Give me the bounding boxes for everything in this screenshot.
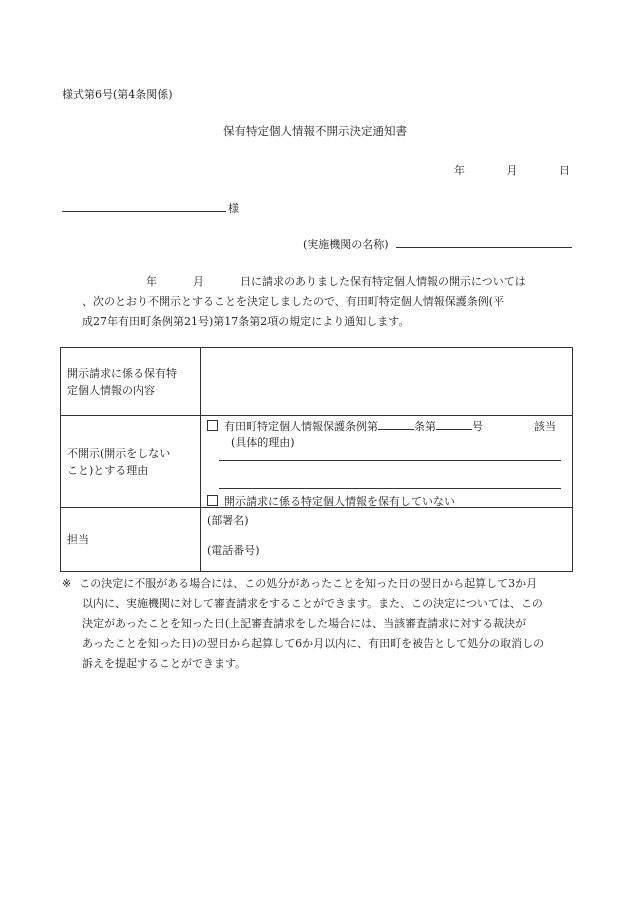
appeal-note: ※ この決定に不服がある場合には、この処分があったことを知った日の翌日から起算して3か月 以内に、実施機関に対して審査請求をすることができます。また、この決定については、この 決定があったことを知った日(上記審査請求をした場合には、当該審査請求に対する裁決が あったことを知った日)の翌日から起算して6か月以内に、有田町を被告として処分の取消しの 訴えを提起することができます。 — [62, 577, 545, 670]
intro-line1: 日に請求のありました保有特定個人情報の開示については — [240, 275, 526, 288]
addressee-name-line — [62, 211, 226, 212]
department-label: (部署名) — [207, 514, 249, 527]
addressee-suffix: 様 — [228, 202, 239, 215]
reason-line-2[interactable] — [219, 488, 561, 489]
option1-checkbox[interactable] — [207, 420, 218, 431]
content-field[interactable] — [201, 348, 573, 416]
intro-month: 月 — [193, 275, 204, 288]
intro-paragraph — [62, 272, 582, 332]
document-title: 保有特定個人情報不開示決定通知書 — [223, 124, 407, 138]
option1-applies: 該当 — [534, 420, 556, 433]
option2: 開示請求に係る特定個人情報を保有していない — [207, 493, 455, 509]
table-row-content — [61, 348, 573, 416]
reason-label: 不開示(開示をしない こと)とする理由 — [61, 416, 201, 508]
date-year: 年 — [454, 164, 465, 177]
issuer-name-line — [396, 247, 572, 248]
option2-checkbox[interactable] — [207, 495, 218, 506]
note-mark: ※ — [62, 577, 72, 590]
table-row-reason — [61, 416, 573, 508]
intro-line3: 成27年有田町条例第21号)第17条第2項の規定により通知します。 — [82, 315, 410, 328]
content-label: 開示請求に係る保有特 定個人情報の内容 — [61, 348, 201, 416]
date-day: 日 — [559, 164, 570, 177]
form-number: 様式第6号(第4条関係) — [62, 88, 173, 101]
phone-label: (電話番号) — [207, 544, 260, 557]
contact-field — [201, 508, 573, 572]
item-number-blank[interactable] — [436, 419, 472, 430]
option1: 有田町特定個人情報保護条例第 条第 号 該当 — [207, 418, 566, 434]
reason-line-1[interactable] — [219, 460, 561, 461]
intro-year: 年 — [146, 275, 157, 288]
date-month: 月 — [506, 164, 518, 177]
contact-label: 担当 — [61, 508, 201, 572]
option1-detail-label: (具体的理由) — [231, 436, 295, 449]
intro-line2: 、次のとおり不開示とすることを決定しましたので、有田町特定個人情報保護条例(平 — [82, 295, 505, 308]
date-line — [454, 162, 570, 178]
table-row-contact — [61, 508, 573, 572]
article-number-blank[interactable] — [378, 419, 414, 430]
decision-table — [60, 347, 573, 572]
reason-field — [201, 416, 573, 508]
issuer-label: (実施機関の名称) — [303, 238, 389, 251]
